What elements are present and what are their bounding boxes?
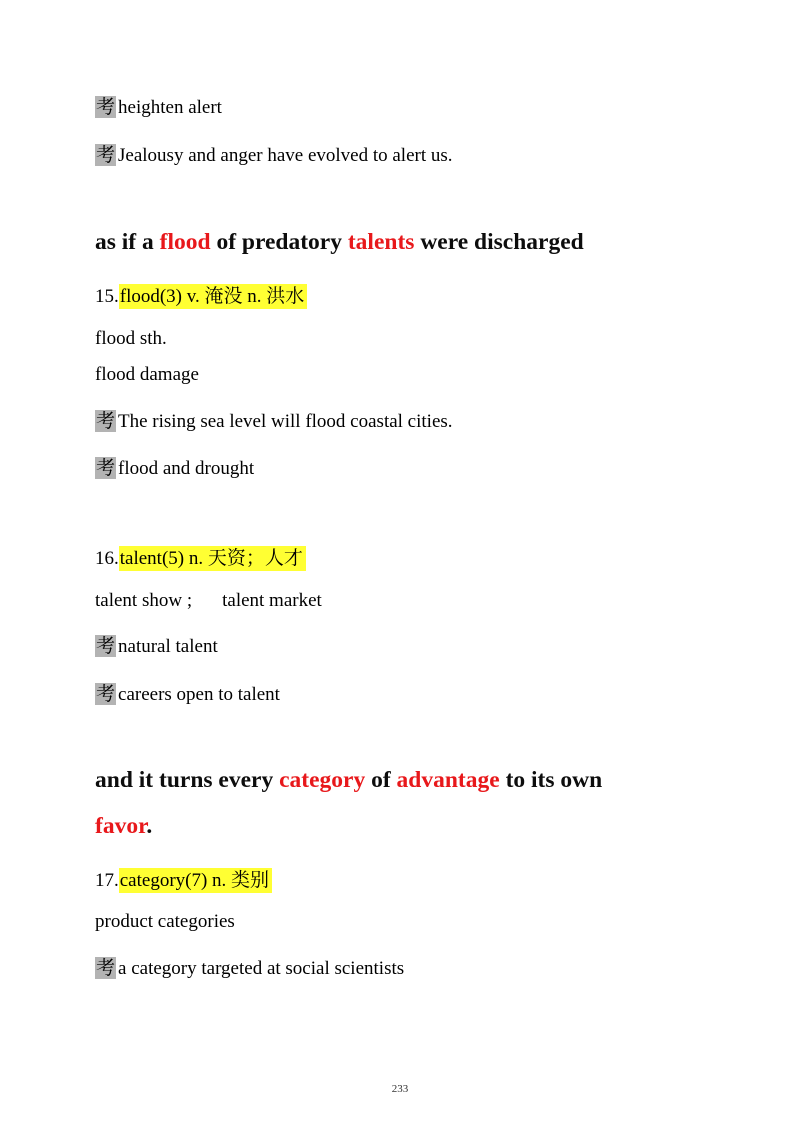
example-text: Jealousy and anger have evolved to alert us. [118,145,453,166]
vocab-number: 17. [95,870,119,891]
vocab-headword: talent(5) n. 天资；人才 [119,546,306,571]
kao-marker: 考 [96,96,116,118]
page-number: 233 [391,1083,409,1095]
highlight-word: category [279,767,366,793]
example-text: a category targeted at social scientists [118,958,405,979]
heading-text: to its own [499,767,603,793]
example-line [95,453,254,480]
phrase-text: talent market [222,590,322,611]
phrase-line: flood damage [95,364,199,385]
heading-text: as if a [95,229,160,255]
example-line [95,406,453,433]
example-text: careers open to talent [118,684,280,705]
highlight-word: talents [347,229,415,255]
phrase-line: flood sth. [95,328,167,349]
vocab-number: 16. [95,548,119,569]
kao-marker: 考 [96,957,116,979]
example-line [95,92,222,119]
heading-text: of predatory [210,229,348,255]
example-text: The rising sea level will flood coastal cities. [118,411,453,432]
example-text: natural talent [118,636,218,657]
vocab-entry [95,865,272,892]
vocab-entry [95,543,306,570]
vocab-headword: category(7) n. 类别 [119,868,272,893]
kao-marker: 考 [96,144,116,166]
heading-text: . [146,813,153,839]
heading-text: and it turns every [95,767,280,793]
vocab-number: 15. [95,286,119,307]
example-text: flood and drought [118,458,255,479]
example-line [95,679,280,706]
kao-marker: 考 [96,410,116,432]
phrase-text: talent show ; [95,590,193,611]
example-line [95,140,453,167]
heading-text: were discharged [414,229,584,255]
kao-marker: 考 [96,683,116,705]
highlight-word: flood [159,229,211,255]
sentence-heading [95,767,602,794]
sentence-heading-continued [95,813,152,840]
example-line [95,953,404,980]
example-text: heighten alert [118,97,222,118]
vocab-entry [95,281,307,308]
example-line [95,631,218,658]
kao-marker: 考 [96,457,116,479]
heading-text: of [365,767,397,793]
phrase-line: product categories [95,911,235,932]
vocab-headword: flood(3) v. 淹没 n. 洪水 [119,284,308,309]
kao-marker: 考 [96,635,116,657]
highlight-word: favor [95,813,147,839]
phrase-line [95,590,322,612]
sentence-heading [95,229,584,256]
highlight-word: advantage [396,767,500,793]
